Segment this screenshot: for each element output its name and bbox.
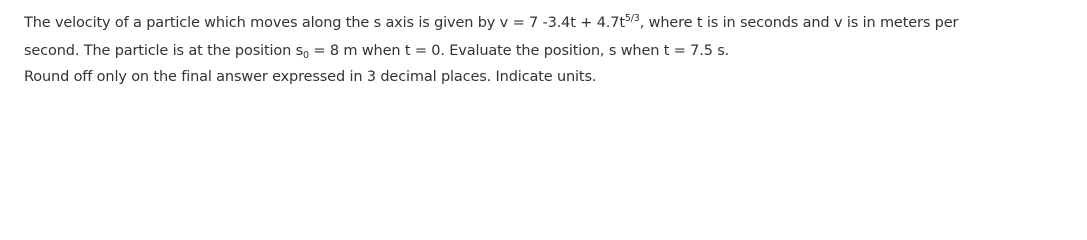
- velocity-equation-text: The velocity of a particle which moves along the s axis is given by v = 7 -3.4t + 4.7t: [24, 15, 625, 31]
- problem-line-3: Round off only on the final answer expressed in 3 decimal places. Indicate units.: [24, 69, 597, 85]
- initial-position-text: second. The particle is at the position s: [24, 43, 304, 59]
- units-text: , where t is in seconds and v is in meters per: [639, 15, 959, 31]
- evaluate-text: = 8 m when t = 0. Evaluate the position, s when t = 7.5 s.: [308, 43, 730, 59]
- problem-line-2: [24, 41, 729, 61]
- problem-line-1: [24, 13, 958, 33]
- exponent: 5/3: [624, 13, 640, 24]
- subscript: 0: [303, 50, 309, 61]
- problem-statement: [0, 0, 1087, 103]
